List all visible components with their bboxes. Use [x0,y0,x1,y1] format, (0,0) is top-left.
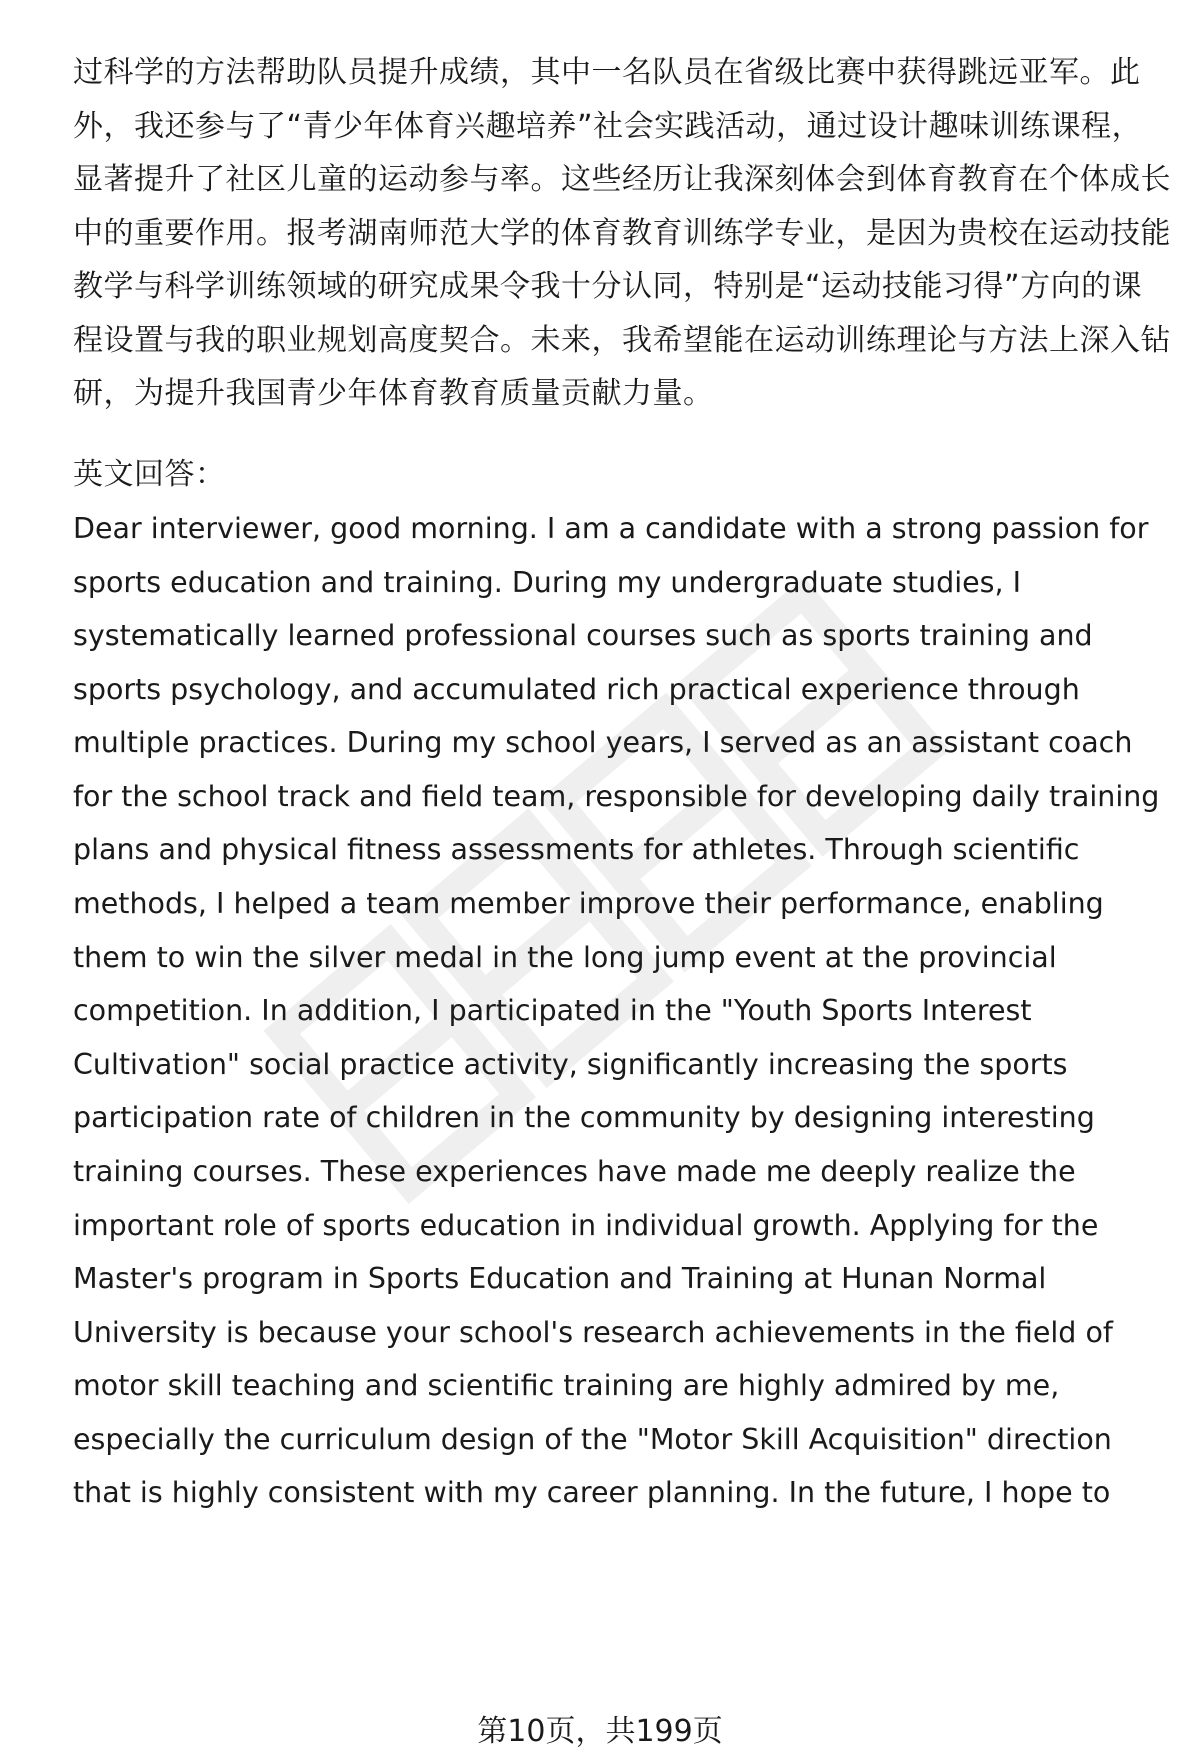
english-text-line: methods, I helped a team member improve their performance, enabling [73,887,1104,920]
english-text-line: Cultivation" social practice activity, significantly increasing the sports [73,1048,1068,1081]
english-text-line: plans and physical fitness assessments for athletes. Through scientific [73,833,1080,866]
english-text-line: systematically learned professional courses such as sports training and [73,619,1093,652]
chinese-text-line: 教学与科学训练领域的研究成果令我十分认同，特别是“运动技能习得”方向的课 [73,269,1143,304]
page-number-footer: 第10页，共199页 [477,1714,723,1749]
english-text-line: sports education and training. During my undergraduate studies, I [73,566,1022,599]
chinese-text-line: 中的重要作用。报考湖南师范大学的体育教育训练学专业，是因为贵校在运动技能 [73,216,1171,251]
english-text-line: competition. In addition, I participated in the "Youth Sports Interest [73,994,1032,1027]
english-text-line: multiple practices. During my school years, I served as an assistant coach [73,726,1133,759]
english-answer-heading: 英文回答： [73,457,226,492]
english-text-line: for the school track and field team, responsible for developing daily training [73,780,1160,813]
english-text-line: motor skill teaching and scientific training are highly admired by me, [73,1369,1060,1402]
english-text-line: that is highly consistent with my career planning. In the future, I hope to [73,1476,1111,1509]
english-text-line: Master's program in Sports Education and Training at Hunan Normal [73,1262,1047,1295]
english-text-line: Dear interviewer, good morning. I am a candidate with a strong passion for [73,512,1149,545]
english-text-line: them to win the silver medal in the long jump event at the provincial [73,941,1057,974]
english-text-line: sports psychology, and accumulated rich practical experience through [73,673,1080,706]
english-text-line: important role of sports education in individual growth. Applying for the [73,1209,1099,1242]
chinese-text-line: 显著提升了社区儿童的运动参与率。这些经历让我深刻体会到体育教育在个体成长 [73,162,1171,197]
english-text-line: training courses. These experiences have made me deeply realize the [73,1155,1076,1188]
chinese-text-line: 研，为提升我国青少年体育教育质量贡献力量。 [73,376,714,411]
english-text-line: especially the curriculum design of the "Motor Skill Acquisition" direction [73,1423,1112,1456]
chinese-text-line: 程设置与我的职业规划高度契合。未来，我希望能在运动训练理论与方法上深入钻 [73,323,1171,358]
chinese-text-line: 过科学的方法帮助队员提升成绩，其中一名队员在省级比赛中获得跳远亚军。此 [73,55,1141,90]
english-text-line: University is because your school's research achievements in the field of [73,1316,1113,1349]
english-text-line: participation rate of children in the community by designing interesting [73,1101,1095,1134]
chinese-text-line: 外，我还参与了“青少年体育兴趣培养”社会实践活动，通过设计趣味训练课程， [73,109,1143,144]
